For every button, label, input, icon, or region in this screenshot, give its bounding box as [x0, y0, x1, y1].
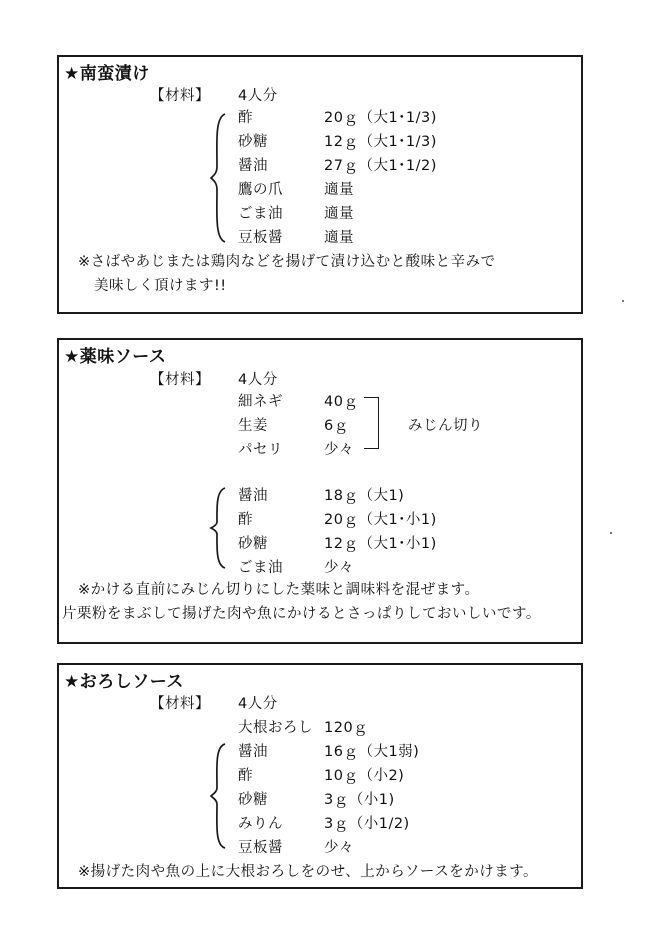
- materials-label: 【材料】: [150, 696, 210, 712]
- recipe-title: ★南蛮漬け: [64, 64, 150, 84]
- ingredient-amount: 少々: [324, 442, 354, 458]
- recipe-note: ※揚げた肉や魚の上に大根おろしをのせ、上からソースをかけます。: [78, 864, 539, 880]
- recipe-note: 美味しく頂けます!!: [94, 278, 227, 294]
- ingredient-amount: 120ｇ: [324, 720, 369, 736]
- ingredient-amount: 適量: [324, 206, 354, 222]
- ingredient-name: 醤油: [238, 744, 268, 760]
- ingredient-amount: 少々: [324, 840, 354, 856]
- recipe-title: ★おろしソース: [64, 672, 184, 692]
- scan-speck: [610, 532, 612, 534]
- ingredient-name: 砂糖: [238, 792, 268, 808]
- materials-label: 【材料】: [150, 372, 210, 388]
- ingredient-name: みりん: [238, 816, 283, 832]
- ingredient-name: 豆板醤: [238, 230, 283, 246]
- servings: 4人分: [238, 88, 278, 104]
- ingredient-name: 砂糖: [238, 536, 268, 552]
- right-bracket-icon: [364, 397, 379, 449]
- ingredient-amount: 少々: [324, 560, 354, 576]
- servings: 4人分: [238, 372, 278, 388]
- ingredient-amount: 適量: [324, 182, 354, 198]
- left-brace-icon: [209, 742, 229, 850]
- ingredient-name: 酢: [238, 768, 253, 784]
- ingredient-amount: 3ｇ（小1/2): [324, 816, 410, 832]
- ingredient-amount: 12ｇ（大1･小1): [324, 536, 437, 552]
- group-note: みじん切り: [408, 418, 483, 434]
- ingredient-amount: 27ｇ（大1･1/2): [324, 158, 437, 174]
- scan-speck: [622, 300, 624, 302]
- left-brace-icon: [209, 486, 229, 570]
- ingredient-amount: 10ｇ（小2): [324, 768, 405, 784]
- recipe-note: ※さばやあじまたは鶏肉などを揚げて漬け込むと酸味と辛みで: [78, 254, 496, 270]
- ingredient-amount: 適量: [324, 230, 354, 246]
- ingredient-amount: 20ｇ（大1･小1): [324, 512, 437, 528]
- ingredient-amount: 18ｇ（大1): [324, 488, 405, 504]
- ingredient-name: 生姜: [238, 418, 268, 434]
- recipe-card-oroshi: [57, 663, 583, 889]
- ingredient-name: ごま油: [238, 560, 283, 576]
- ingredient-amount: 20ｇ（大1･1/3): [324, 110, 437, 126]
- ingredient-name: 酢: [238, 110, 253, 126]
- ingredient-name: 酢: [238, 512, 253, 528]
- left-brace-icon: [209, 112, 229, 244]
- ingredient-name: パセリ: [238, 442, 283, 458]
- ingredient-name: 醤油: [238, 488, 268, 504]
- ingredient-amount: 3ｇ（小1): [324, 792, 395, 808]
- ingredient-name: 豆板醤: [238, 840, 283, 856]
- recipe-title: ★薬味ソース: [64, 347, 167, 367]
- ingredient-amount: 6ｇ: [324, 418, 349, 434]
- ingredient-name: 大根おろし: [238, 720, 313, 736]
- ingredient-name: ごま油: [238, 206, 283, 222]
- recipe-note: 片栗粉をまぶして揚げた肉や魚にかけるとさっぱりしておいしいです。: [62, 606, 541, 622]
- recipe-note: ※かける直前にみじん切りにした薬味と調味料を混ぜます。: [78, 582, 480, 598]
- ingredient-amount: 12ｇ（大1･1/3): [324, 134, 437, 150]
- ingredient-name: 醤油: [238, 158, 268, 174]
- ingredient-name: 鷹の爪: [238, 182, 283, 198]
- ingredient-amount: 16ｇ（大1弱): [324, 744, 420, 760]
- servings: 4人分: [238, 696, 278, 712]
- ingredient-amount: 40ｇ: [324, 394, 359, 410]
- materials-label: 【材料】: [150, 88, 210, 104]
- ingredient-name: 細ネギ: [238, 394, 283, 410]
- ingredient-name: 砂糖: [238, 134, 268, 150]
